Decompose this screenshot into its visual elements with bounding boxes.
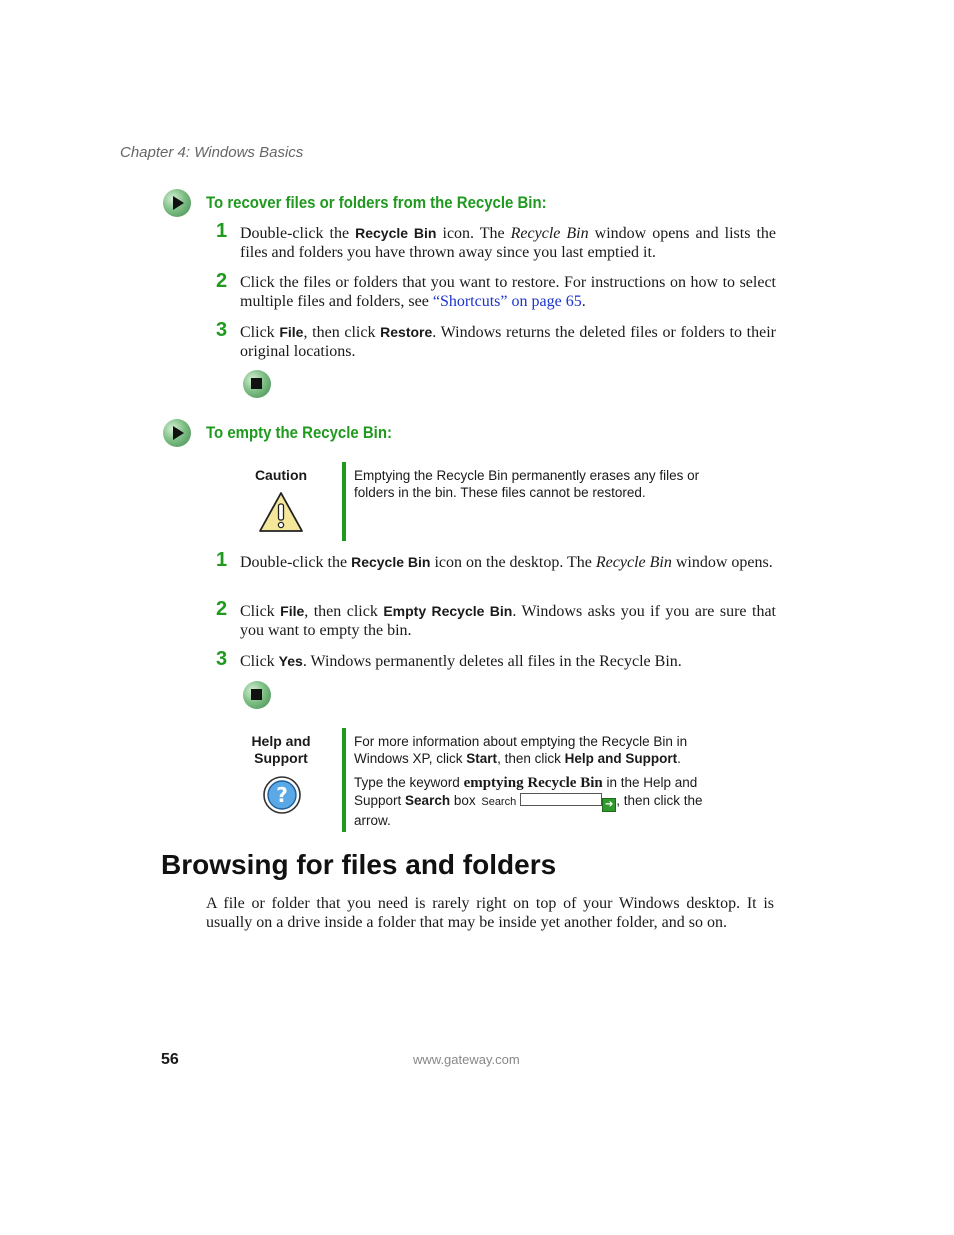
section-paragraph: A file or folder that you need is rarely right on top of your Windows desktop. It is usually on a drive inside a folder that may be inside yet another folder, and so on. bbox=[206, 895, 774, 931]
step-number: 3 bbox=[216, 319, 228, 341]
caution-divider bbox=[342, 462, 346, 541]
section-title: Browsing for files and folders bbox=[161, 849, 557, 880]
procedure-heading-empty: To empty the Recycle Bin: bbox=[206, 423, 392, 442]
procedure-heading-recover: To recover files or folders from the Recycle Bin: bbox=[206, 193, 547, 212]
help-question-icon bbox=[262, 775, 302, 815]
svg-text:?: ? bbox=[276, 783, 288, 807]
help-text-p1: For more information about emptying the Recycle Bin in Windows XP, click Start, then click Help and Support. bbox=[354, 734, 688, 766]
step-text: Click File, then click Empty Recycle Bin. Windows asks you if you are sure that you want to empty the bin. bbox=[240, 603, 777, 639]
help-divider bbox=[342, 728, 346, 832]
step-text: Click File, then click Restore. Windows returns the deleted files or folders to their original locations. bbox=[240, 324, 777, 360]
step-text: Double-click the Recycle Bin icon on the desktop. The Recycle Bin window opens. bbox=[240, 554, 773, 571]
caution-label: Caution bbox=[254, 467, 308, 483]
procedure-start-icon bbox=[163, 419, 191, 447]
step-number: 1 bbox=[216, 220, 228, 242]
step-number: 3 bbox=[216, 648, 228, 670]
search-label: Search bbox=[481, 796, 517, 808]
footer-url: www.gateway.com bbox=[413, 1052, 520, 1067]
caution-text: Emptying the Recycle Bin permanently erases any files or folders in the bin. These files cannot be restored. bbox=[354, 468, 700, 500]
search-input bbox=[520, 793, 602, 806]
step-text: Click Yes. Windows permanently deletes all files in the Recycle Bin. bbox=[240, 653, 682, 670]
step-text: Double-click the Recycle Bin icon. The Recycle Bin window opens and lists the files and folders you have thrown away since you last emptied it. bbox=[240, 225, 776, 261]
ui-term: Recycle Bin bbox=[355, 225, 437, 241]
caution-warning-icon bbox=[257, 490, 305, 534]
chapter-header: Chapter 4: Windows Basics bbox=[120, 144, 304, 161]
step-text: Click the files or folders that you want to restore. For instructions on how to select multiple files and folders, see “Shortcuts” on page 65. bbox=[240, 274, 776, 310]
step-number: 1 bbox=[216, 549, 228, 571]
step-number: 2 bbox=[216, 598, 228, 620]
help-support-label: Help and Support bbox=[251, 733, 311, 766]
shortcuts-link[interactable]: “Shortcuts” on page 65 bbox=[432, 292, 582, 310]
procedure-end-icon bbox=[243, 681, 271, 709]
page-number: 56 bbox=[161, 1051, 179, 1068]
procedure-start-icon bbox=[163, 189, 191, 217]
step-number: 2 bbox=[216, 270, 228, 292]
help-text-p2: Type the keyword emptying Recycle Bin in the Help and Support Search box Search ➔ , then click the arrow. bbox=[354, 775, 703, 828]
procedure-end-icon bbox=[243, 370, 271, 398]
arrow-right-icon: ➔ bbox=[602, 798, 616, 812]
